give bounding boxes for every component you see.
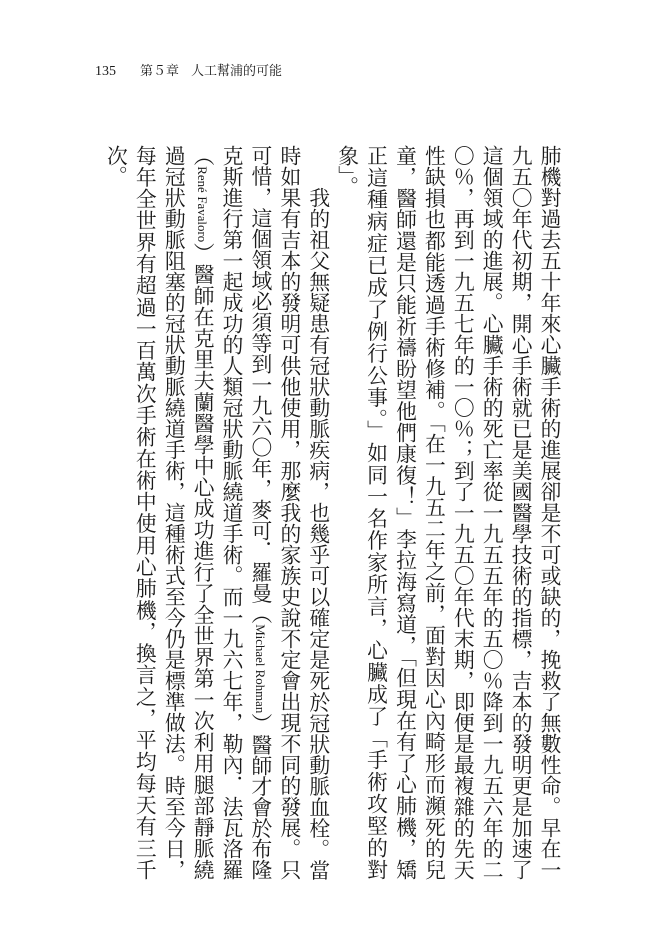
page-number: 135 [95,64,116,79]
paragraph-2 [101,145,332,880]
paragraph-2-text-a: 我的祖父無疑患有冠狀動脈疾病，也幾乎可以確定是死於冠狀動脈血栓。當時如果有吉本的發明可供他使用，那麼我的家族史說不定會出現不同的發展。只可惜，這個領域必須等到一九六〇年，麥可．羅曼（ [247,145,330,880]
paragraph-2-text-c: ）醫師在克里夫蘭醫學中心成功進行了全世界第一次利用腿部靜脈繞過冠狀動脈阻塞的冠狀動脈繞道手術，這種術式至今仍是標準做法。時至今日，每年全世界有超過一百萬次手術在術中使用心肺機，換言之，平均每天有三千次。 [103,145,215,880]
running-header [95,60,282,82]
body-text [103,145,563,880]
chapter-title: 人工幫浦的可能 [191,64,283,79]
chapter-label: 第５章 [140,64,180,79]
name-michael-rohman: Michael Rohman [252,624,267,714]
name-rene-favaloro: René Favaloro [195,166,210,243]
paragraph-1-text: 肺機對過去五十年來心臟手術的進展卻是不可或缺的，挽救了無數性命。早在一九五〇年代初期，開心手術就已是美國醫學技術的指標，吉本的發明更是加速了這個領域的進展。心臟手術的死亡率從一九五五年的五〇％降到一九五六年的二〇％，再到一九五七年的一〇％；到了一九五〇年代末期，即便是最複雜的先天性缺損也都能透過手術修補。「在一九五二年之前，面對因心內畸形而瀕死的兒童，醫師還是只能祈禱盼望他們康復！」李拉海寫道，「但現在有了心肺機，矯正這種病症已成了例行公事。」如同一名作家所言，心臟成了「手術攻堅的對象」。 [334,145,561,880]
paragraph-2-text-b: ）醫師才會於布隆克斯進行第一起成功的人類冠狀動脈繞道手術。而一九六七年，勒內．法瓦洛羅（ [190,145,272,881]
paragraph-1 [332,145,563,880]
